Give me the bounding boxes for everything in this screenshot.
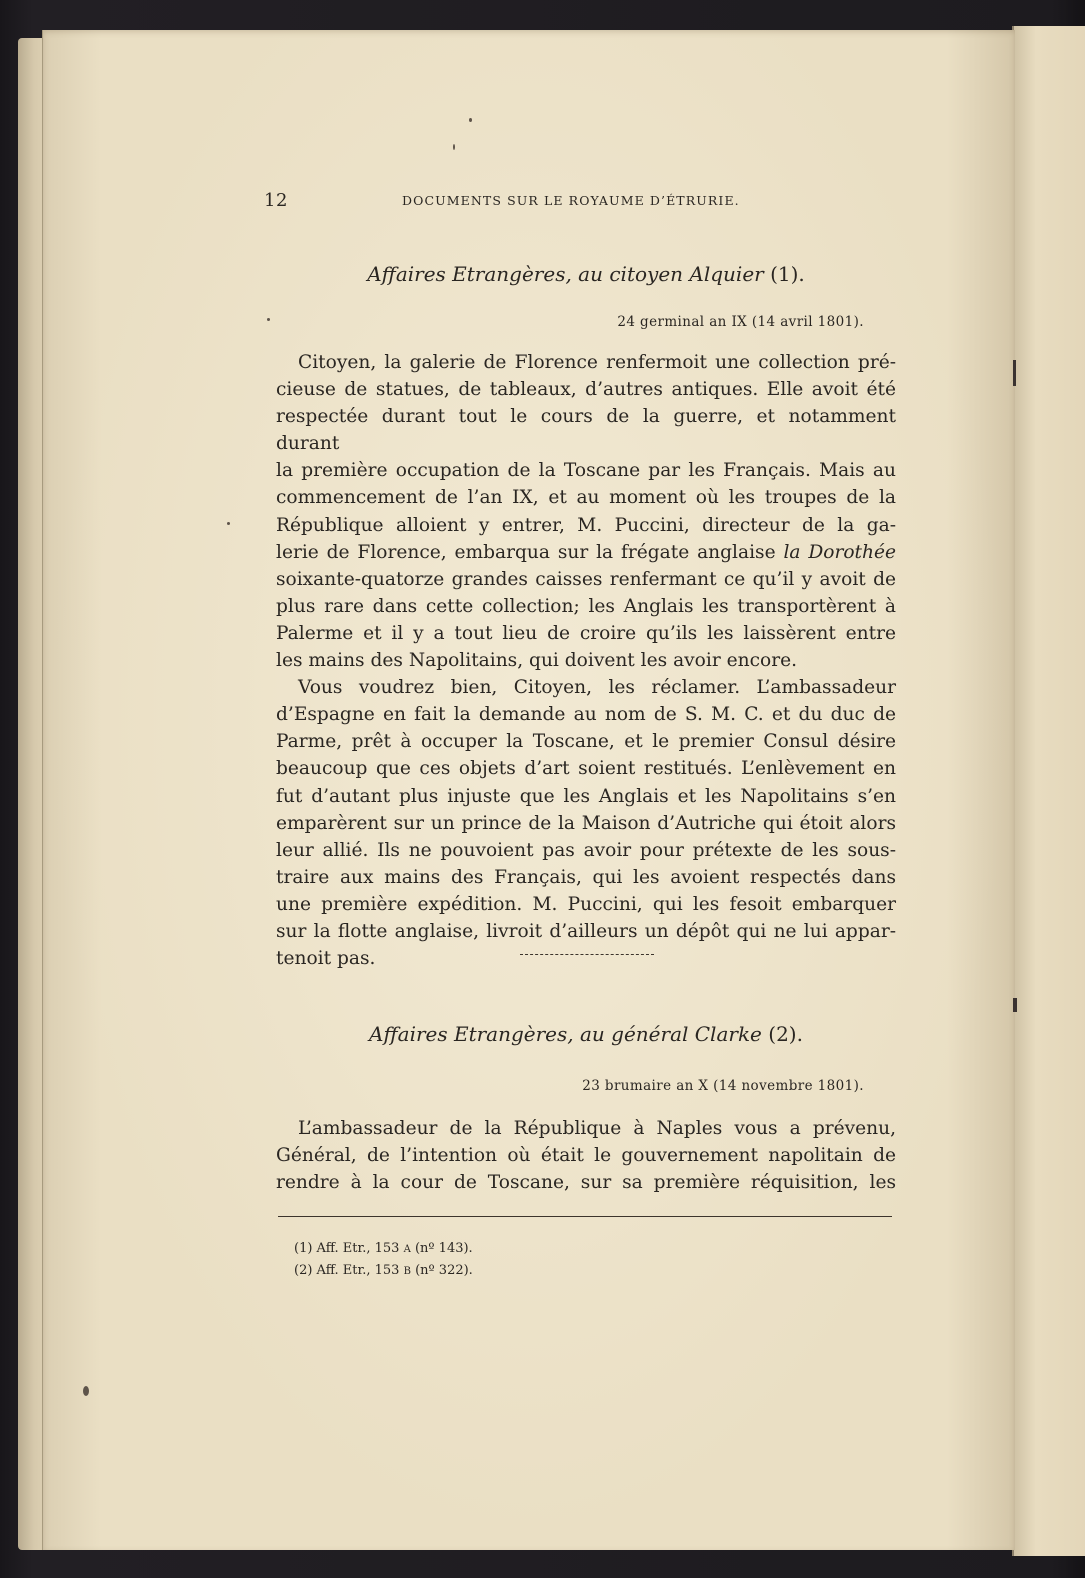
text-line: Vous voudrez bien, Citoyen, les réclamer. L’ambassadeur [298,677,896,699]
footnote-reference: (1). [770,262,805,286]
text-line: L’ambassadeur de la République à Naples vous a prévenu, [298,1118,896,1139]
text-line: leur allié. Ils ne pouvoient pas avoir pour prétexte de les sous- [276,839,896,861]
text-line: République alloient y entrer, M. Puccini, directeur de la ga- [276,514,896,536]
section-separator [520,954,654,956]
letter-heading-1 [276,262,896,286]
text-line: beaucoup que ces objets d’art soient restitués. L’enlèvement en [276,758,896,780]
page-header [264,190,904,214]
letter-body-1 [276,349,896,972]
paper-speck [83,1386,89,1396]
margin-mark [1013,998,1017,1012]
text-line: traire aux mains des Français, qui les avoient respectés dans [276,866,896,888]
text-line: Parme, prêt à occuper la Toscane, et le premier Consul désire [276,731,896,753]
footnote-letter: B [403,1266,411,1277]
text-line: tenoit pas. [276,948,376,970]
dateline-2: 23 brumaire an X (14 novembre 1801). [582,1078,864,1094]
footnote-text: (nº 322). [415,1263,473,1278]
text-line: une première expédition. M. Puccini, qui les fesoit embarquer [276,893,896,915]
footnote-rule [278,1216,892,1217]
paper-speck [267,318,270,321]
footnote-letter: A [403,1244,411,1255]
text-line: rendre à la cour de Toscane, sur sa première réquisition, les [276,1172,896,1194]
footnote-text: (nº 143). [414,1241,473,1256]
text-line-with-ship [276,539,896,566]
footnote-1 [294,1238,473,1260]
running-title: DOCUMENTS SUR LE ROYAUME D’ÉTRURIE. [402,193,740,208]
text-line: cieuse de statues, de tableaux, d’autres antiques. Elle avoit été [276,379,896,401]
text-line: emparèrent sur un prince de la Maison d’Autriche qui étoit alors [276,812,896,834]
ship-name: la Dorothée [783,541,896,563]
text-line: Général, de l’intention où était le gouvernement napolitain de [276,1145,896,1167]
letter-heading-text: Affaires Etrangères, au général Clarke [369,1022,762,1046]
paper-speck [227,522,230,525]
text-line: d’Espagne en fait la demande au nom de S. M. C. et du duc de [276,704,896,726]
text-line: soixante-quatorze grandes caisses renfermant ce qu’il y avoit de [276,568,896,590]
footnotes [294,1238,473,1282]
text-line-part: lerie de Florence, embarqua sur la frégate anglaise [276,541,776,563]
footnote-text: (1) Aff. Etr., 153 [294,1241,400,1256]
text-line: sur la flotte anglaise, livroit d’ailleurs un dépôt qui ne lui appar- [276,920,896,942]
letter-heading-2 [276,1022,896,1046]
facing-page-edge [1012,26,1085,1556]
footnote-text: (2) Aff. Etr., 153 [294,1263,400,1278]
footnote-2 [294,1260,473,1282]
text-line: Citoyen, la galerie de Florence renfermoit une collection pré- [298,352,896,373]
letter-heading-text: Affaires Etrangères, au citoyen Alquier [367,262,764,286]
letter-body-2 [276,1115,896,1196]
page-number: 12 [264,190,288,211]
text-line: plus rare dans cette collection; les Anglais les transportèrent à [276,595,896,617]
text-line: la première occupation de la Toscane par les Français. Mais au [276,460,896,482]
text-line: commencement de l’an IX, et au moment où les troupes de la [276,487,896,509]
text-line: respectée durant tout le cours de la guerre, et notamment durant [276,406,896,455]
text-line: fut d’autant plus injuste que les Anglais et les Napolitains s’en [276,785,896,807]
paper-speck [469,118,472,122]
footnote-reference: (2). [768,1022,803,1046]
margin-mark [1013,360,1016,386]
text-line: Palerme et il y a tout lieu de croire qu’ils les laissèrent entre [276,622,896,644]
paper-speck [453,144,455,150]
dateline-1: 24 germinal an IX (14 avril 1801). [617,314,864,330]
text-line: les mains des Napolitains, qui doivent les avoir encore. [276,650,798,672]
